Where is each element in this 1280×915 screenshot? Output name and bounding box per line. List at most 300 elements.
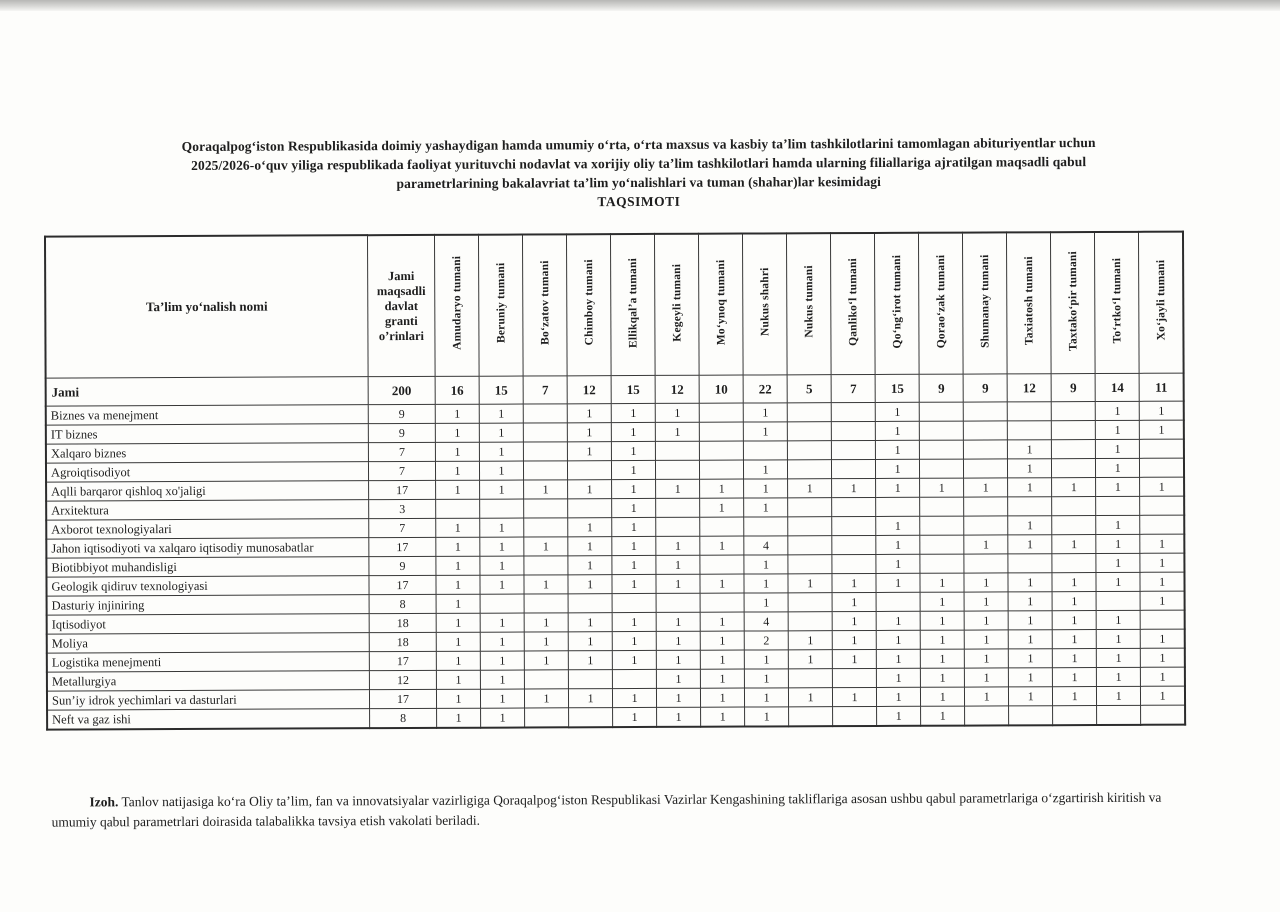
row-cell-value: [1008, 554, 1052, 573]
row-cell-value: [1140, 439, 1184, 458]
row-cell-value: 1: [656, 631, 700, 650]
column-header-label: Nukus tumani: [802, 265, 816, 338]
row-cell-value: 1: [480, 575, 524, 594]
row-cell-value: 1: [435, 404, 479, 423]
row-cell-value: 1: [612, 612, 656, 631]
row-cell-value: 1: [876, 440, 920, 459]
row-cell-value: 1: [568, 575, 612, 594]
row-cell-value: 1: [435, 423, 479, 442]
row-cell-value: 1: [700, 669, 744, 688]
row-cell-value: 1: [832, 573, 876, 592]
column-header-kegeyli-tumani: [655, 234, 700, 376]
row-cell-value: 12: [567, 376, 611, 404]
row-cell-value: 1: [657, 688, 701, 707]
row-cell-value: 1: [656, 612, 700, 631]
row-cell-value: 1: [965, 668, 1009, 687]
row-cell-value: 1: [1096, 629, 1140, 648]
row-name: Arxitektura: [46, 500, 369, 520]
row-cell-value: 1: [1052, 573, 1096, 592]
row-cell-value: 1: [524, 613, 568, 632]
document-content: [0, 8, 1280, 915]
row-cell-value: 1: [568, 651, 612, 670]
column-header-label: Xo‘jayli tumani: [1154, 259, 1168, 341]
row-cell-value: 1: [832, 649, 876, 668]
row-cell-value: 7: [831, 374, 875, 402]
row-cell-value: 1: [436, 632, 480, 651]
row-total-value: 17: [369, 651, 436, 670]
row-name: Jahon iqtisodiyoti va xalqaro iqtisodiy munosabatlar: [46, 538, 369, 558]
row-total-value: 9: [368, 404, 435, 423]
row-cell-value: 1: [655, 422, 699, 441]
table-header-row: [45, 232, 1184, 378]
row-cell-value: [656, 517, 700, 536]
row-cell-value: 1: [1008, 516, 1052, 535]
row-cell-value: 1: [744, 650, 788, 669]
row-cell-value: [920, 535, 964, 554]
row-cell-value: [525, 708, 569, 728]
row-cell-value: 1: [656, 536, 700, 555]
row-cell-value: [965, 706, 1009, 726]
column-header-qanliko-l-tumani: [831, 233, 876, 375]
row-cell-value: [788, 612, 832, 631]
row-cell-value: [787, 422, 831, 441]
column-header-chimboy-tumani: [567, 234, 612, 376]
row-cell-value: 1: [832, 592, 876, 611]
row-cell-value: 1: [1008, 459, 1052, 478]
column-header-taxiatosh-tumani: [1007, 232, 1052, 374]
row-name: Xalqaro biznes: [46, 443, 369, 463]
row-cell-value: 1: [1096, 572, 1140, 591]
row-cell-value: [1052, 554, 1096, 573]
row-cell-value: [524, 594, 568, 613]
row-cell-value: 1: [1008, 611, 1052, 630]
row-cell-value: 9: [1051, 374, 1095, 402]
row-cell-value: 1: [921, 706, 965, 726]
column-header-label: Bo‘zatov tumani: [538, 260, 551, 346]
row-cell-value: 1: [788, 650, 832, 669]
row-cell-value: [789, 707, 833, 727]
row-cell-value: [699, 403, 743, 422]
row-cell-value: 1: [1096, 439, 1140, 458]
row-cell-value: 1: [744, 498, 788, 517]
row-cell-value: 1: [524, 537, 568, 556]
row-cell-value: 1: [481, 708, 525, 728]
row-cell-value: 1: [612, 631, 656, 650]
row-cell-value: [744, 517, 788, 536]
row-cell-value: [876, 592, 920, 611]
row-cell-value: [524, 556, 568, 575]
row-cell-value: 1: [743, 422, 787, 441]
row-cell-value: [1007, 402, 1051, 421]
row-cell-value: 1: [965, 687, 1009, 706]
row-cell-value: [700, 555, 744, 574]
row-cell-value: [480, 499, 524, 518]
column-header-bo-zatov-tumani: [523, 234, 568, 376]
row-cell-value: 1: [876, 554, 920, 573]
row-cell-value: 1: [613, 707, 657, 727]
row-cell-value: 1: [788, 631, 832, 650]
row-cell-value: [920, 497, 964, 516]
row-cell-value: 1: [1141, 667, 1185, 686]
row-cell-value: 1: [1008, 573, 1052, 592]
row-cell-value: 1: [524, 480, 568, 499]
row-cell-value: 1: [436, 613, 480, 632]
row-cell-value: 1: [1053, 687, 1097, 706]
row-cell-value: [831, 402, 875, 421]
row-total-value: 8: [369, 594, 436, 613]
row-total-value: 9: [368, 423, 435, 442]
column-header-label: Mo‘ynoq tumani: [714, 259, 728, 345]
row-cell-value: [1009, 706, 1053, 726]
column-header-to-rtko-l-tumani: [1095, 232, 1140, 374]
row-cell-value: 1: [480, 651, 524, 670]
column-header-mo-ynoq-tumani: [699, 234, 744, 376]
row-cell-value: 1: [744, 460, 788, 479]
row-cell-value: [832, 554, 876, 573]
column-header-xo-jayli-tumani: [1139, 232, 1184, 374]
row-cell-value: [523, 423, 567, 442]
row-cell-value: 1: [612, 650, 656, 669]
row-cell-value: 1: [612, 574, 656, 593]
row-cell-value: 1: [920, 611, 964, 630]
row-cell-value: 1: [1096, 534, 1140, 553]
row-name: IT biznes: [46, 424, 369, 444]
column-header-shumanay-tumani: [963, 232, 1008, 374]
row-cell-value: [963, 421, 1007, 440]
row-cell-value: [1052, 516, 1096, 535]
row-cell-value: 14: [1095, 373, 1139, 401]
row-cell-value: [612, 593, 656, 612]
row-cell-value: [568, 594, 612, 613]
row-cell-value: 1: [1140, 477, 1184, 496]
column-header-label: Qo‘ng‘irot tumani: [890, 254, 904, 349]
row-cell-value: 1: [964, 478, 1008, 497]
row-cell-value: 1: [877, 668, 921, 687]
column-header-label: Ellikqal’a tumani: [626, 257, 640, 348]
row-cell-value: [656, 593, 700, 612]
row-cell-value: [1008, 497, 1052, 516]
row-cell-value: 1: [700, 479, 744, 498]
row-name: Logistika menejmenti: [47, 652, 370, 672]
row-cell-value: 4: [744, 536, 788, 555]
row-cell-value: [833, 706, 877, 726]
row-cell-value: 1: [612, 498, 656, 517]
row-cell-value: 1: [435, 442, 479, 461]
row-cell-value: 1: [436, 480, 480, 499]
column-header-qo-ng-irot-tumani: [875, 233, 920, 375]
column-header-label: Amudaryo tumani: [450, 256, 463, 351]
row-cell-value: 5: [787, 375, 831, 403]
row-cell-value: [743, 441, 787, 460]
row-name: Biotibbiyot muhandisligi: [46, 557, 369, 577]
row-cell-value: 1: [657, 707, 701, 727]
row-cell-value: 1: [612, 460, 656, 479]
row-cell-value: [1097, 705, 1141, 725]
row-cell-value: 1: [1008, 630, 1052, 649]
row-cell-value: 1: [964, 649, 1008, 668]
row-cell-value: [436, 499, 480, 518]
row-cell-value: 1: [876, 649, 920, 668]
row-cell-value: [523, 404, 567, 423]
row-cell-value: 1: [876, 573, 920, 592]
column-header-ellikqal-a-tumani: [611, 234, 656, 376]
column-header-label: Qorao‘zak tumani: [934, 254, 948, 349]
row-cell-value: 1: [656, 669, 700, 688]
row-cell-value: [656, 498, 700, 517]
row-cell-value: 1: [876, 478, 920, 497]
row-cell-value: 1: [920, 592, 964, 611]
row-cell-value: [700, 517, 744, 536]
row-cell-value: 1: [480, 537, 524, 556]
row-cell-value: 2: [744, 631, 788, 650]
row-cell-value: 1: [876, 459, 920, 478]
row-cell-value: 1: [611, 403, 655, 422]
row-cell-value: [788, 441, 832, 460]
row-cell-value: 1: [612, 536, 656, 555]
row-cell-value: 11: [1139, 373, 1183, 401]
row-name: Neft va gaz ishi: [47, 709, 370, 730]
row-cell-value: 1: [1140, 572, 1184, 591]
row-cell-value: 1: [1096, 515, 1140, 534]
admissions-distribution-table: [44, 231, 1186, 731]
row-cell-value: 1: [920, 573, 964, 592]
row-cell-value: [789, 669, 833, 688]
row-cell-value: [788, 536, 832, 555]
row-cell-value: 1: [1096, 477, 1140, 496]
column-header-label: To‘rtko‘l tumani: [1110, 257, 1124, 344]
row-cell-value: 1: [1140, 534, 1184, 553]
row-cell-value: [787, 403, 831, 422]
row-cell-value: [480, 594, 524, 613]
row-cell-value: [1140, 458, 1184, 477]
row-cell-value: 12: [655, 375, 699, 403]
row-total-value: 18: [369, 632, 436, 651]
row-cell-value: 1: [877, 706, 921, 726]
row-cell-value: 1: [524, 632, 568, 651]
row-total-value: 7: [368, 461, 435, 480]
row-cell-value: 4: [744, 612, 788, 631]
row-cell-value: [788, 498, 832, 517]
row-cell-value: 1: [964, 611, 1008, 630]
row-cell-value: 1: [743, 403, 787, 422]
row-name: Sun’iy idrok yechimlari va dasturlari: [47, 690, 370, 710]
row-cell-value: 1: [1096, 420, 1140, 439]
row-cell-value: [964, 554, 1008, 573]
row-cell-value: 1: [611, 422, 655, 441]
row-cell-value: 1: [1009, 649, 1053, 668]
row-cell-value: 1: [436, 575, 480, 594]
row-cell-value: 1: [1096, 458, 1140, 477]
column-header-amudaryo-tumani: [434, 235, 479, 377]
column-header-label: Kegeyli tumani: [670, 263, 684, 342]
row-cell-value: 1: [1140, 420, 1184, 439]
row-cell-value: 1: [921, 687, 965, 706]
row-cell-value: 1: [876, 516, 920, 535]
row-cell-value: 1: [480, 480, 524, 499]
row-name: Aqlli barqaror qishloq xo'jaligi: [46, 481, 369, 501]
row-cell-value: 22: [743, 375, 787, 403]
row-cell-value: 1: [1008, 440, 1052, 459]
row-cell-value: [788, 593, 832, 612]
row-cell-value: 1: [876, 630, 920, 649]
row-cell-value: 1: [1097, 686, 1141, 705]
column-header-nukus-tumani: [787, 233, 832, 375]
row-cell-value: 1: [1008, 478, 1052, 497]
row-total-value: 9: [369, 556, 436, 575]
row-cell-value: 1: [612, 517, 656, 536]
row-cell-value: 1: [1053, 649, 1097, 668]
row-cell-value: 10: [699, 375, 743, 403]
row-cell-value: 1: [964, 630, 1008, 649]
row-cell-value: [919, 421, 963, 440]
row-cell-value: 1: [436, 670, 480, 689]
row-cell-value: 1: [1140, 553, 1184, 572]
row-cell-value: 1: [744, 479, 788, 498]
row-cell-value: 1: [480, 556, 524, 575]
row-cell-value: 15: [875, 374, 919, 402]
row-total-value: 200: [368, 376, 435, 404]
row-cell-value: [832, 516, 876, 535]
row-name: Geologik qidiruv texnologiyasi: [46, 576, 369, 596]
column-header-total-grants: Jami maqsadli davlat granti o’rinlari: [367, 235, 435, 377]
row-cell-value: 1: [613, 688, 657, 707]
row-cell-value: 1: [1052, 535, 1096, 554]
row-cell-value: 1: [567, 423, 611, 442]
row-cell-value: 1: [569, 689, 613, 708]
column-header-beruniy-tumani: [479, 235, 524, 377]
row-cell-value: 1: [568, 537, 612, 556]
row-cell-value: 1: [788, 479, 832, 498]
row-cell-value: 16: [435, 376, 479, 404]
row-cell-value: 1: [701, 707, 745, 727]
row-cell-value: [524, 518, 568, 537]
row-cell-value: 1: [700, 536, 744, 555]
row-cell-value: 1: [436, 518, 480, 537]
row-cell-value: [1140, 610, 1184, 629]
row-cell-value: 1: [655, 403, 699, 422]
row-cell-value: 15: [611, 375, 655, 403]
row-cell-value: 1: [1140, 591, 1184, 610]
row-cell-value: [964, 440, 1008, 459]
row-cell-value: [920, 516, 964, 535]
row-cell-value: 1: [832, 611, 876, 630]
column-header-qorao-zak-tumani: [919, 233, 964, 375]
row-cell-value: [831, 421, 875, 440]
row-total-value: 17: [369, 537, 436, 556]
column-header-nukus-shahri: [743, 233, 788, 375]
row-cell-value: 1: [436, 556, 480, 575]
row-cell-value: [1008, 421, 1052, 440]
row-cell-value: [833, 668, 877, 687]
row-cell-value: 1: [788, 574, 832, 593]
row-cell-value: 1: [524, 689, 568, 708]
row-cell-value: 1: [744, 593, 788, 612]
row-cell-value: 1: [656, 555, 700, 574]
row-cell-value: [920, 440, 964, 459]
row-cell-value: 9: [963, 374, 1007, 402]
row-cell-value: [919, 402, 963, 421]
row-cell-value: 1: [1052, 592, 1096, 611]
row-name: Agroiqtisodiyot: [46, 462, 369, 482]
row-cell-value: 1: [700, 650, 744, 669]
row-cell-value: 1: [1096, 610, 1140, 629]
row-cell-value: [964, 516, 1008, 535]
column-header-direction-name: Ta’lim yo‘nalish nomi: [45, 235, 368, 378]
row-cell-value: 1: [479, 461, 523, 480]
row-cell-value: 1: [920, 478, 964, 497]
column-header-label: Taxiatosh tumani: [1022, 256, 1036, 346]
row-cell-value: 1: [700, 574, 744, 593]
row-total-value: 17: [369, 689, 436, 708]
row-cell-value: [569, 708, 613, 728]
row-cell-value: [832, 535, 876, 554]
row-cell-value: 1: [920, 649, 964, 668]
row-cell-value: 1: [436, 651, 480, 670]
row-cell-value: [920, 554, 964, 573]
title-line-taqsimoti: TAQSIMOTI: [597, 193, 681, 210]
row-name: Jami: [46, 377, 369, 406]
row-cell-value: 1: [1009, 687, 1053, 706]
row-cell-value: 1: [1141, 686, 1185, 705]
column-header-label: Qanliko‘l tumani: [846, 257, 860, 346]
row-cell-value: [699, 422, 743, 441]
column-header-label: Nukus shahri: [758, 267, 772, 337]
row-cell-value: 1: [744, 669, 788, 688]
row-cell-value: 1: [876, 535, 920, 554]
footer-note-label: Izoh.: [89, 794, 119, 810]
row-cell-value: 1: [964, 592, 1008, 611]
row-cell-value: 1: [479, 442, 523, 461]
row-cell-value: 1: [1052, 630, 1096, 649]
row-cell-value: 1: [745, 688, 789, 707]
row-cell-value: 1: [524, 575, 568, 594]
row-cell-value: 1: [436, 594, 480, 613]
row-cell-value: [700, 460, 744, 479]
row-cell-value: 1: [745, 707, 789, 727]
row-cell-value: 1: [789, 688, 833, 707]
row-cell-value: 1: [480, 613, 524, 632]
row-cell-value: [1053, 706, 1097, 726]
row-cell-value: 1: [832, 478, 876, 497]
row-name: Moliya: [47, 633, 370, 653]
row-cell-value: 1: [833, 687, 877, 706]
row-total-value: 17: [369, 480, 436, 499]
row-cell-value: 1: [524, 651, 568, 670]
table-row-neft-va-gaz-ishi: [47, 705, 1185, 729]
column-header-label: Taxtako‘pir tumani: [1066, 250, 1080, 351]
row-cell-value: 1: [567, 404, 611, 423]
row-cell-value: 1: [964, 573, 1008, 592]
column-header-label: Chimboy tumani: [582, 259, 596, 346]
row-name: Dasturiy injiniring: [47, 595, 370, 615]
row-cell-value: 1: [876, 611, 920, 630]
row-cell-value: 1: [480, 632, 524, 651]
row-cell-value: 1: [875, 421, 919, 440]
row-total-value: 3: [369, 499, 436, 518]
row-cell-value: [1052, 440, 1096, 459]
row-cell-value: 1: [480, 689, 524, 708]
row-cell-value: 1: [920, 630, 964, 649]
row-cell-value: 1: [568, 518, 612, 537]
row-cell-value: 1: [479, 404, 523, 423]
row-cell-value: 1: [611, 441, 655, 460]
row-cell-value: 12: [1007, 374, 1051, 402]
row-total-value: 8: [370, 708, 437, 728]
row-cell-value: 1: [700, 612, 744, 631]
document-sheet: [0, 11, 1280, 912]
row-cell-value: [1096, 591, 1140, 610]
row-cell-value: 1: [1140, 629, 1184, 648]
